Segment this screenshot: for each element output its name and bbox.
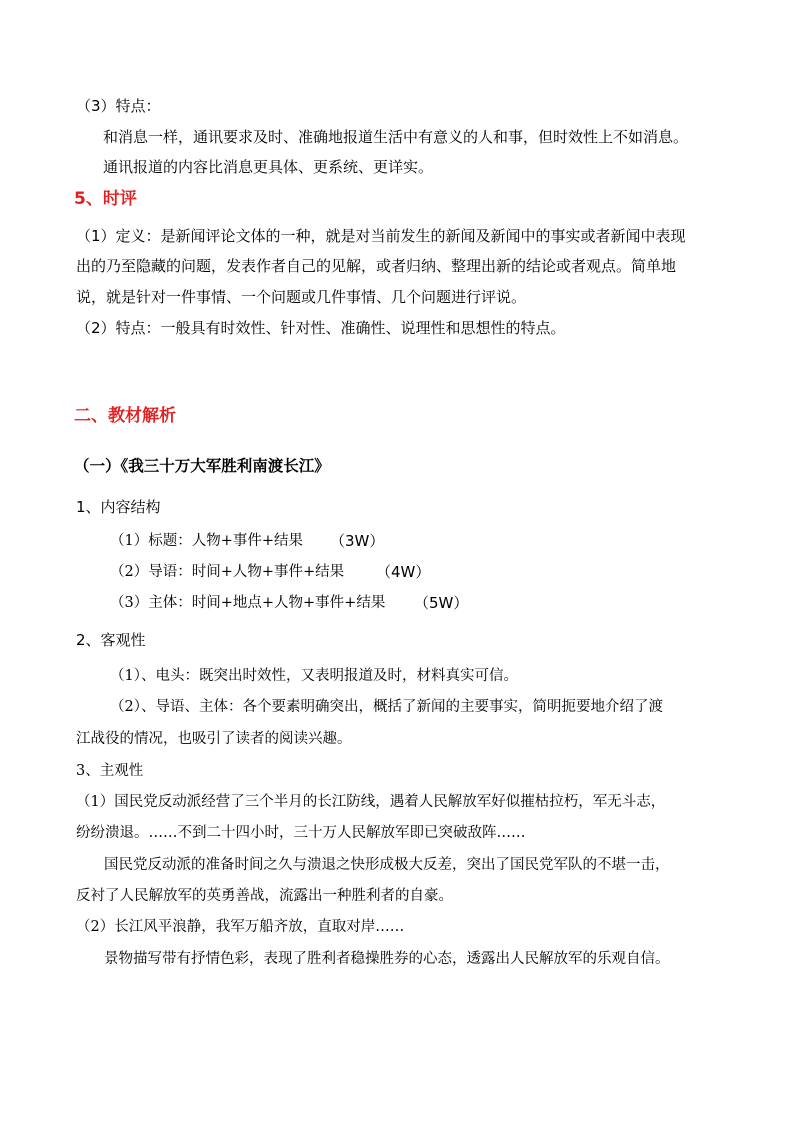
point3-line2: 通讯报道的内容比消息更具体、更系统、更详实。 xyxy=(103,158,434,176)
objectivity-item-1: （1）、电头：既突出时效性，又表明报道及时，材料真实可信。 xyxy=(110,668,518,684)
commentary-def-line2: 出的乃至隐藏的问题，发表作者自己的见解，或者归纳、整理出新的结论或者观点。简单地 xyxy=(76,257,677,275)
subjectivity-title: 3、主观性 xyxy=(76,763,144,779)
subjectivity-1-line4: 反衬了人民解放军的英勇善战，流露出一种胜利者的自豪。 xyxy=(76,888,453,904)
commentary-def-line3: 说，就是针对一件事情、一个问题或几件事情、几个问题进行评说。 xyxy=(76,288,527,306)
subjectivity-1-line1: （1）国民党反动派经营了三个半月的长江防线，遇着人民解放军好似摧枯拉朽，军无斗志， xyxy=(76,794,666,810)
commentary-def-line1: （1）定义：是新闻评论文体的一种，就是对当前发生的新闻及新闻中的事实或者新闻中表现 xyxy=(76,227,686,245)
part2-heading: 二、教材解析 xyxy=(74,406,176,426)
objectivity-item-2-line1: （2）、导语、主体：各个要素明确突出，概括了新闻的主要事实，简明扼要地介绍了渡 xyxy=(110,699,663,715)
point3-label: （3）特点： xyxy=(76,97,161,115)
subjectivity-2-line2: 景物描写带有抒情色彩，表现了胜利者稳操胜券的心态，透露出人民解放军的乐观自信。 xyxy=(104,951,670,967)
point3-line1: 和消息一样，通讯要求及时、准确地报道生活中有意义的人和事，但时效性上不如消息。 xyxy=(103,128,689,146)
structure-item: （2）导语：时间+人物+事件+结果 xyxy=(110,564,345,580)
structure-tag: （5W） xyxy=(414,594,469,612)
article-subheading: （一）《我三十万大军胜利南渡长江》 xyxy=(74,457,330,475)
structure-title: 1、内容结构 xyxy=(76,498,161,516)
objectivity-title: 2、客观性 xyxy=(76,631,146,649)
subjectivity-2-line1: （2）长江风平浪静，我军万船齐放，直取对岸…… xyxy=(76,919,405,935)
structure-tag: （3W） xyxy=(330,532,385,550)
commentary-heading: 5、时评 xyxy=(74,189,137,209)
structure-item: （1）标题：人物+事件+结果 xyxy=(110,533,304,549)
subjectivity-1-line2: 纷纷溃退。……不到二十四小时，三十万人民解放军即已突破敌阵…… xyxy=(76,825,526,841)
structure-item: （3）主体：时间+地点+人物+事件+结果 xyxy=(110,595,386,611)
objectivity-item-2-line2: 江战役的情况，也吸引了读者的阅读兴趣。 xyxy=(76,731,352,747)
subjectivity-1-line3: 国民党反动派的准备时间之久与溃退之快形成极大反差，突出了国民党军队的不堪一击， xyxy=(104,857,670,873)
commentary-feature: （2）特点：一般具有时效性、针对性、准确性、说理性和思想性的特点。 xyxy=(76,319,566,337)
structure-tag: （4W） xyxy=(376,563,431,581)
